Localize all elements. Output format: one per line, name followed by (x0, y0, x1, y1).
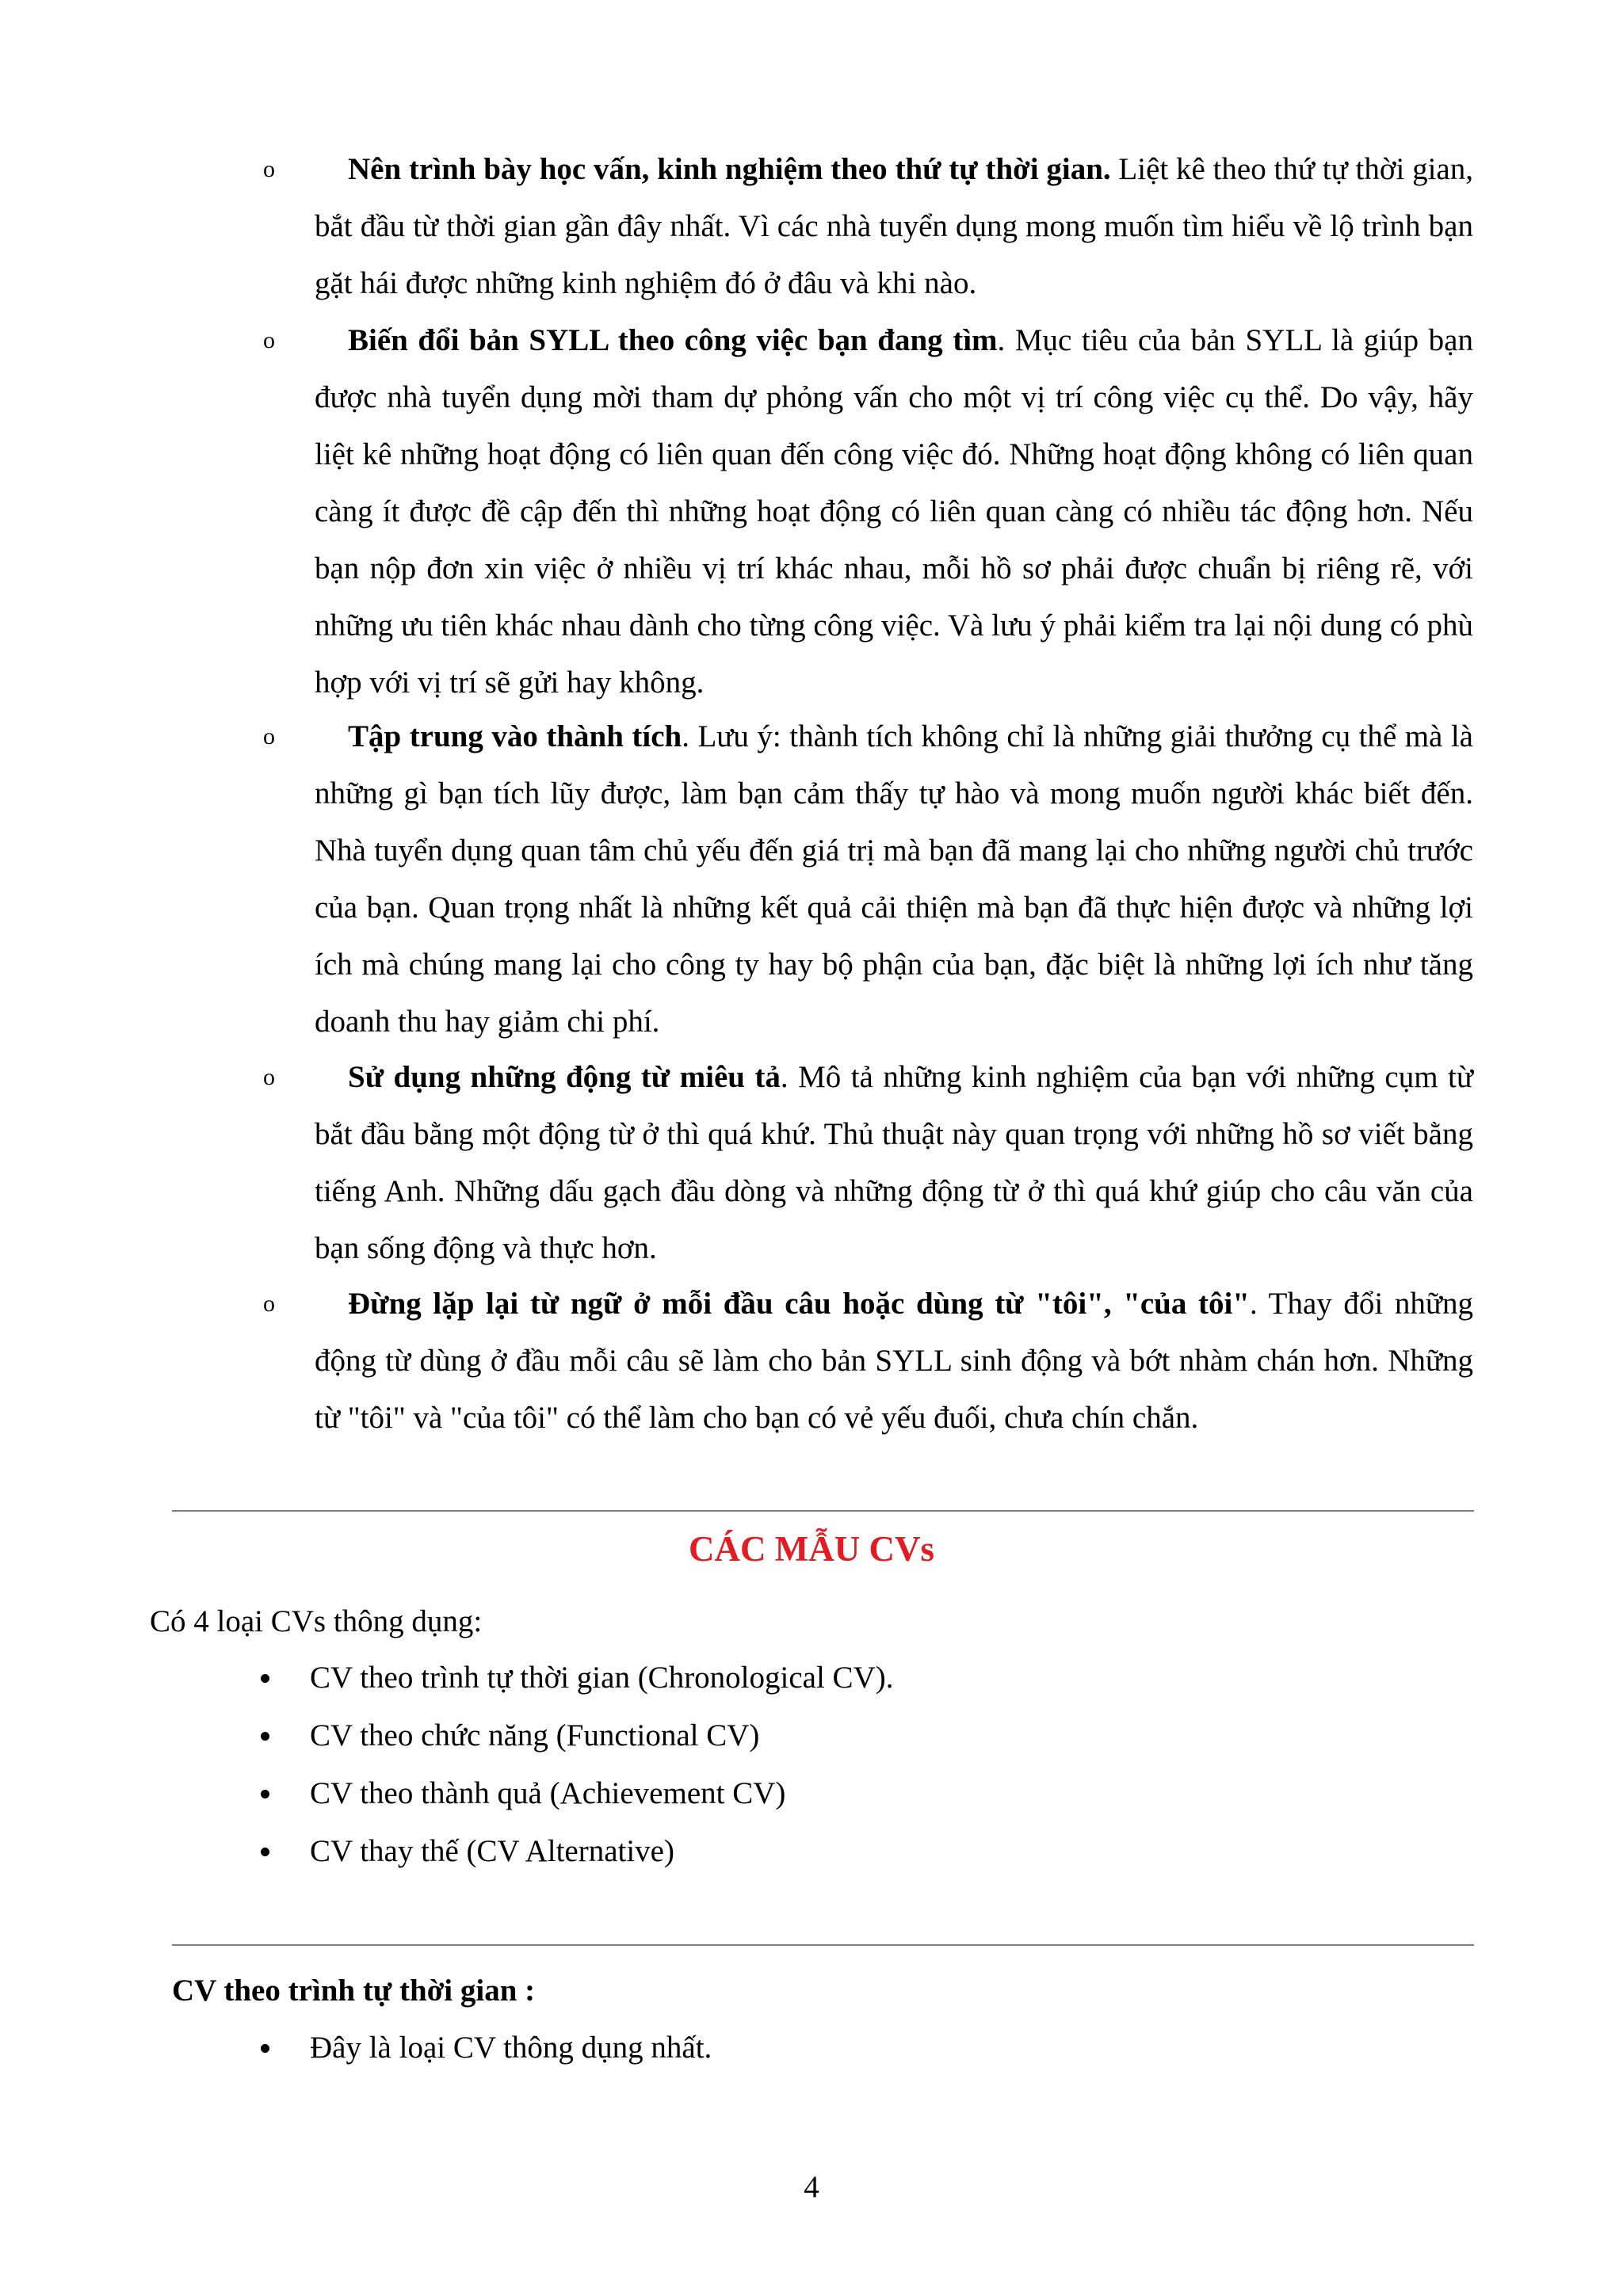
bullet-dot-icon (261, 1674, 269, 1683)
bullet-marker: o (263, 156, 275, 182)
tip-bold-lead: Nên trình bày học vấn, kinh nghiệm theo thứ tự thời gian. (348, 152, 1111, 186)
tip-body: Liệt kê theo thứ tự thời gian, bắt đầu từ thời gian gần đây nhất. Vì các nhà tuyển dụng mong muốn tìm hiểu về lộ trình bạn gặt hái được những kinh nghiệm đó ở đâu và khi nào. (315, 152, 1473, 300)
tip-bold-lead: Đừng lặp lại từ ngữ ở mỗi đầu câu hoặc dùng từ "tôi", "của tôi" (348, 1287, 1250, 1321)
bullet-marker: o (263, 327, 275, 353)
list-item-text: CV thay thế (CV Alternative) (310, 1834, 674, 1868)
bullet-dot-icon (261, 1848, 269, 1856)
tip-body: . Mục tiêu của bản SYLL là giúp bạn được nhà tuyển dụng mời tham dự phỏng vấn cho một vị trí công việc cụ thể. Do vậy, hãy liệt kê những hoạt động có liên quan đến công việc đó. Những hoạt động không có liên quan càng ít được đề cập đến thì những hoạt động có liên quan càng có nhiều tác động hơn. Nếu bạn nộp đơn xin việc ở nhiều vị trí khác nhau, mỗi hồ sơ phải được chuẩn bị riêng rẽ, với những ưu tiên khác nhau dành cho từng công việc. Và lưu ý phải kiểm tra lại nội dung có phù hợp với vị trí sẽ gửi hay không. (315, 323, 1473, 700)
bullet-marker: o (263, 1064, 275, 1090)
list-item-text: CV theo trình tự thời gian (Chronological CV). (310, 1661, 894, 1695)
intro-text: Có 4 loại CVs thông dụng: (150, 1604, 483, 1638)
page-number: 4 (804, 2170, 819, 2204)
tip-body: . Thay đổi những động từ dùng ở đầu mỗi câu sẽ làm cho bản SYLL sinh động và bớt nhàm chán hơn. Những từ "tôi" và "của tôi" có thể làm cho bạn có vẻ yếu đuối, chưa chín chắn. (315, 1287, 1473, 1435)
section-title: CÁC MẪU CVs (689, 1529, 934, 1569)
bullet-dot-icon (261, 1790, 269, 1798)
tip-bold-lead: Sử dụng những động từ miêu tả (348, 1060, 781, 1094)
tip-bold-lead: Tập trung vào thành tích (348, 719, 682, 753)
subsection-title: CV theo trình tự thời gian : (172, 1974, 536, 2008)
bullet-marker: o (263, 723, 275, 749)
bullet-dot-icon (261, 1732, 269, 1741)
bullet-marker: o (263, 1291, 275, 1317)
horizontal-divider (172, 1944, 1474, 1946)
tip-text (315, 1049, 1473, 1277)
tip-bold-lead: Biến đổi bản SYLL theo công việc bạn đang tìm (348, 323, 998, 357)
tip-text (315, 1276, 1473, 1447)
bullet-dot-icon (261, 2044, 269, 2053)
list-item-text: CV theo thành quả (Achievement CV) (310, 1776, 786, 1810)
horizontal-divider (172, 1510, 1474, 1512)
tip-text (315, 708, 1473, 1051)
list-item-text: CV theo chức năng (Functional CV) (310, 1718, 760, 1753)
tip-text (315, 141, 1473, 312)
list-item-text: Đây là loại CV thông dụng nhất. (310, 2031, 712, 2065)
tip-body: . Mô tả những kinh nghiệm của bạn với những cụm từ bắt đầu bằng một động từ ở thì quá khứ. Thủ thuật này quan trọng với những hồ sơ viết bằng tiếng Anh. Những dấu gạch đầu dòng và những động từ ở thì quá khứ giúp cho câu văn của bạn sống động và thực hơn. (315, 1060, 1473, 1265)
tip-body: . Lưu ý: thành tích không chỉ là những giải thưởng cụ thể mà là những gì bạn tích lũy được, làm bạn cảm thấy tự hào và mong muốn người khác biết đến. Nhà tuyển dụng quan tâm chủ yếu đến giá trị mà bạn đã mang lại cho những người chủ trước của bạn. Quan trọng nhất là những kết quả cải thiện mà bạn đã thực hiện được và những lợi ích mà chúng mang lại cho công ty hay bộ phận của bạn, đặc biệt là những lợi ích như tăng doanh thu hay giảm chi phí. (315, 719, 1473, 1039)
tip-text (315, 312, 1473, 711)
